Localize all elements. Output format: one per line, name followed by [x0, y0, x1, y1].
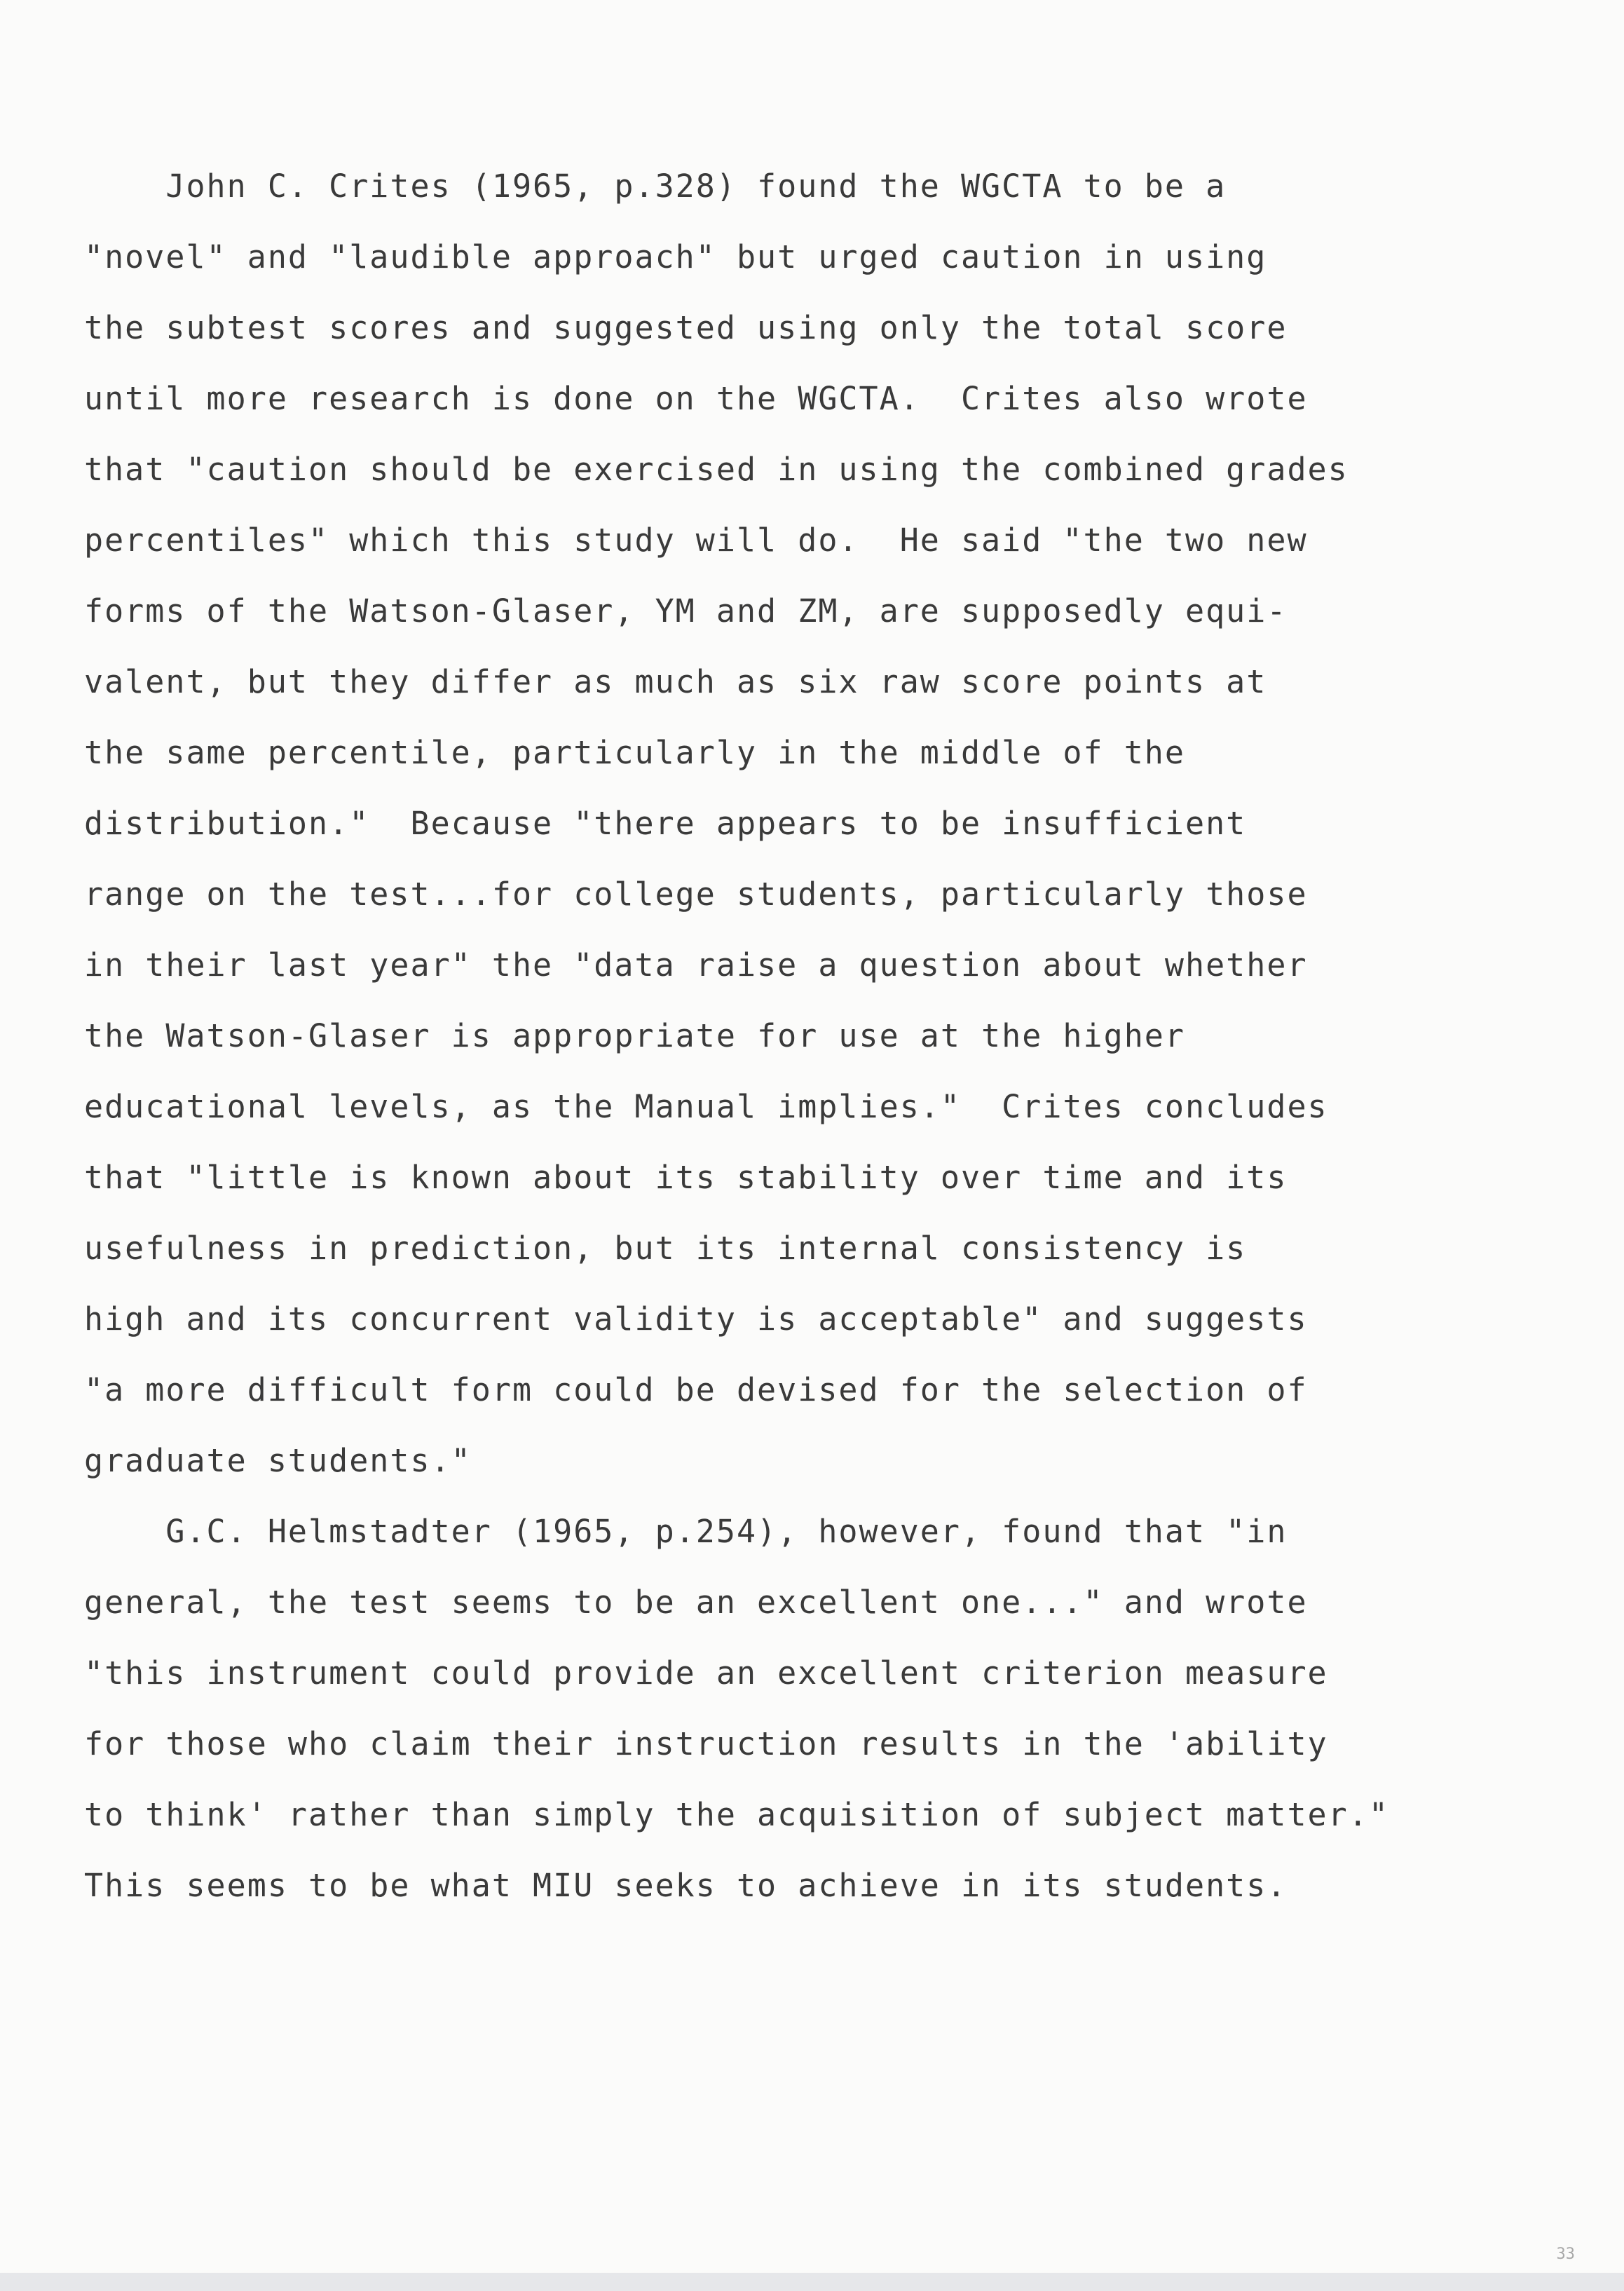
text-line: that "little is known about its stability over time and its — [84, 1159, 1288, 1196]
text-line: in their last year" the "data raise a question about whether — [84, 946, 1308, 984]
scan-edge — [0, 2273, 1624, 2291]
text-line: general, the test seems to be an excellent one..." and wrote — [84, 1584, 1308, 1621]
text-line: "a more difficult form could be devised for the selection of — [84, 1371, 1308, 1408]
text-line: distribution." Because "there appears to be insufficient — [84, 805, 1247, 842]
text-line: to think' rather than simply the acquisition of subject matter." — [84, 1796, 1389, 1833]
page-number: 33 — [1556, 2245, 1575, 2263]
text-line: "novel" and "laudible approach" but urged caution in using — [84, 238, 1267, 276]
text-line: the Watson-Glaser is appropriate for use at the higher — [84, 1017, 1185, 1054]
text-line: the same percentile, particularly in the middle of the — [84, 734, 1185, 771]
text-line: valent, but they differ as much as six raw score points at — [84, 663, 1267, 700]
text-line: This seems to be what MIU seeks to achieve in its students. — [84, 1867, 1288, 1904]
text-line: forms of the Watson-Glaser, YM and ZM, are supposedly equi- — [84, 592, 1288, 630]
text-line: percentiles" which this study will do. He said "the two new — [84, 522, 1308, 559]
text-line: John C. Crites (1965, p.328) found the WGCTA to be a — [84, 168, 1227, 205]
text-line: high and its concurrent validity is acceptable" and suggests — [84, 1300, 1308, 1338]
text-line: graduate students." — [84, 1442, 472, 1479]
text-line: until more research is done on the WGCTA. Crites also wrote — [84, 380, 1308, 417]
text-line: range on the test...for college students, particularly those — [84, 876, 1308, 913]
body-text — [84, 151, 1486, 1921]
text-line: that "caution should be exercised in using the combined grades — [84, 451, 1349, 488]
text-line: educational levels, as the Manual implies." Crites concludes — [84, 1088, 1328, 1125]
text-line: G.C. Helmstadter (1965, p.254), however, found that "in — [84, 1513, 1288, 1550]
text-line: "this instrument could provide an excellent criterion measure — [84, 1654, 1328, 1692]
text-line: the subtest scores and suggested using only the total score — [84, 309, 1288, 346]
text-line: usefulness in prediction, but its internal consistency is — [84, 1230, 1247, 1267]
text-line: for those who claim their instruction results in the 'ability — [84, 1725, 1328, 1762]
